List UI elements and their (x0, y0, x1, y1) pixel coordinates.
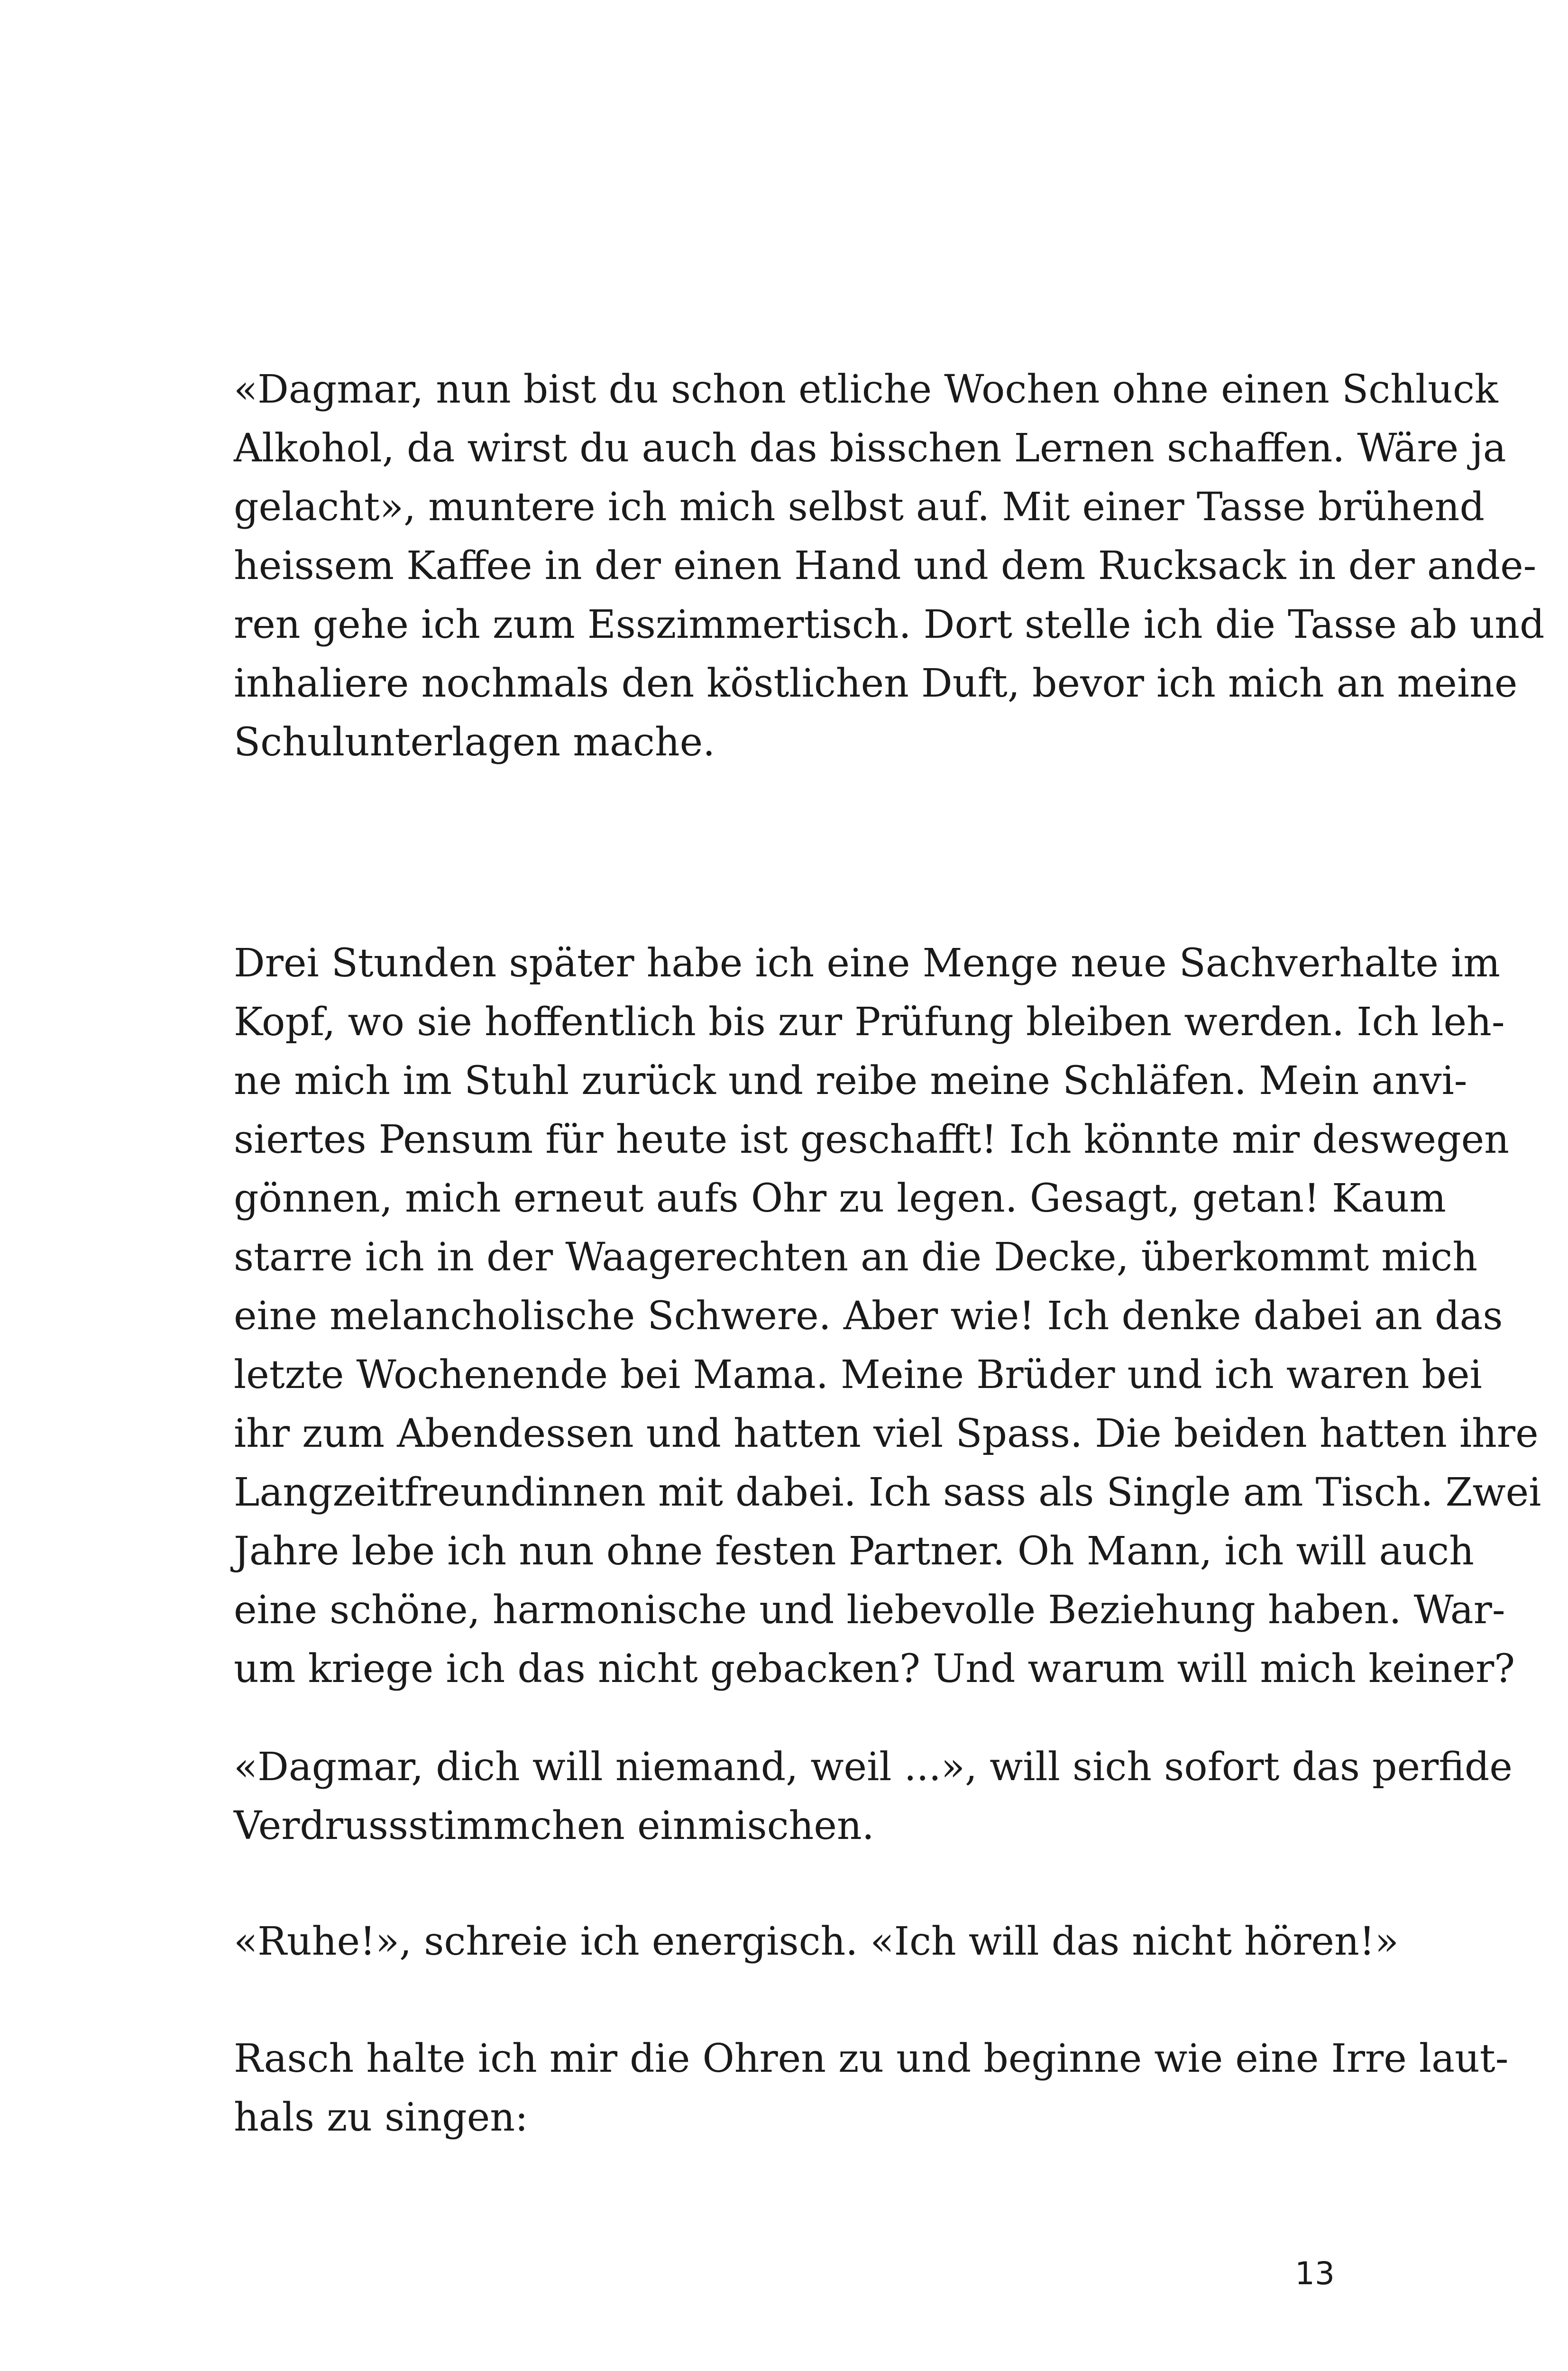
text-line: «Dagmar, dich will niemand, weil ...», will sich sofort das perfide (234, 1745, 1513, 1790)
text-line: ren gehe ich zum Esszimmertisch. Dort stelle ich die Tasse ab und (234, 602, 1545, 647)
text-line: eine melancholische Schwere. Aber wie! Ich denke dabei an das (234, 1294, 1503, 1339)
paragraph (234, 2030, 1509, 2147)
text-line: ne mich im Stuhl zurück und reibe meine Schläfen. Mein anvi- (234, 1058, 1467, 1103)
text-line: gelacht», muntere ich mich selbst auf. Mit einer Tasse brühend (234, 485, 1485, 530)
text-line: Alkohol, da wirst du auch das bisschen Lernen schaffen. Wäre ja (234, 426, 1506, 471)
text-line: Drei Stunden später habe ich eine Menge neue Sachverhalte im (234, 941, 1501, 986)
text-line: «Dagmar, nun bist du schon etliche Wochen ohne einen Schluck (234, 367, 1498, 412)
text-line: Schulunterlagen mache. (234, 720, 715, 765)
text-line: Kopf, wo sie hoffentlich bis zur Prüfung bleiben werden. Ich leh- (234, 1000, 1505, 1045)
text-line: Rasch halte ich mir die Ohren zu und beginne wie eine Irre laut- (234, 2036, 1509, 2081)
text-line: «Ruhe!», schreie ich energisch. «Ich will das nicht hören!» (234, 1919, 1399, 1964)
text-line: eine schöne, harmonische und liebevolle Beziehung haben. War- (234, 1588, 1505, 1633)
text-line: um kriege ich das nicht gebacken? Und warum will mich keiner? (234, 1646, 1515, 1691)
paragraph (234, 1912, 1399, 1971)
paragraph (234, 934, 1541, 1699)
text-line: heissem Kaffee in der einen Hand und dem Rucksack in der ande- (234, 543, 1537, 588)
text-line: Langzeitfreundinnen mit dabei. Ich sass als Single am Tisch. Zwei (234, 1470, 1541, 1515)
text-line: Jahre lebe ich nun ohne festen Partner. Oh Mann, ich will auch (234, 1529, 1474, 1574)
text-line: inhaliere nochmals den köstlichen Duft, bevor ich mich an meine (234, 661, 1518, 706)
text-line: starre ich in der Waagerechten an die Decke, überkommt mich (234, 1235, 1478, 1280)
page-number: 13 (1295, 2255, 1335, 2292)
text-line: siertes Pensum für heute ist geschafft! Ich könnte mir deswegen (234, 1117, 1509, 1162)
text-line: Verdrussstimmchen einmischen. (234, 1803, 874, 1848)
text-line: hals zu singen: (234, 2095, 528, 2140)
text-line: gönnen, mich erneut aufs Ohr zu legen. Gesagt, getan! Kaum (234, 1176, 1446, 1221)
paragraph (234, 1738, 1513, 1856)
text-line: ihr zum Abendessen und hatten viel Spass. Die beiden hatten ihre (234, 1411, 1539, 1456)
paragraph (234, 360, 1545, 772)
text-line: letzte Wochenende bei Mama. Meine Brüder und ich waren bei (234, 1352, 1482, 1397)
